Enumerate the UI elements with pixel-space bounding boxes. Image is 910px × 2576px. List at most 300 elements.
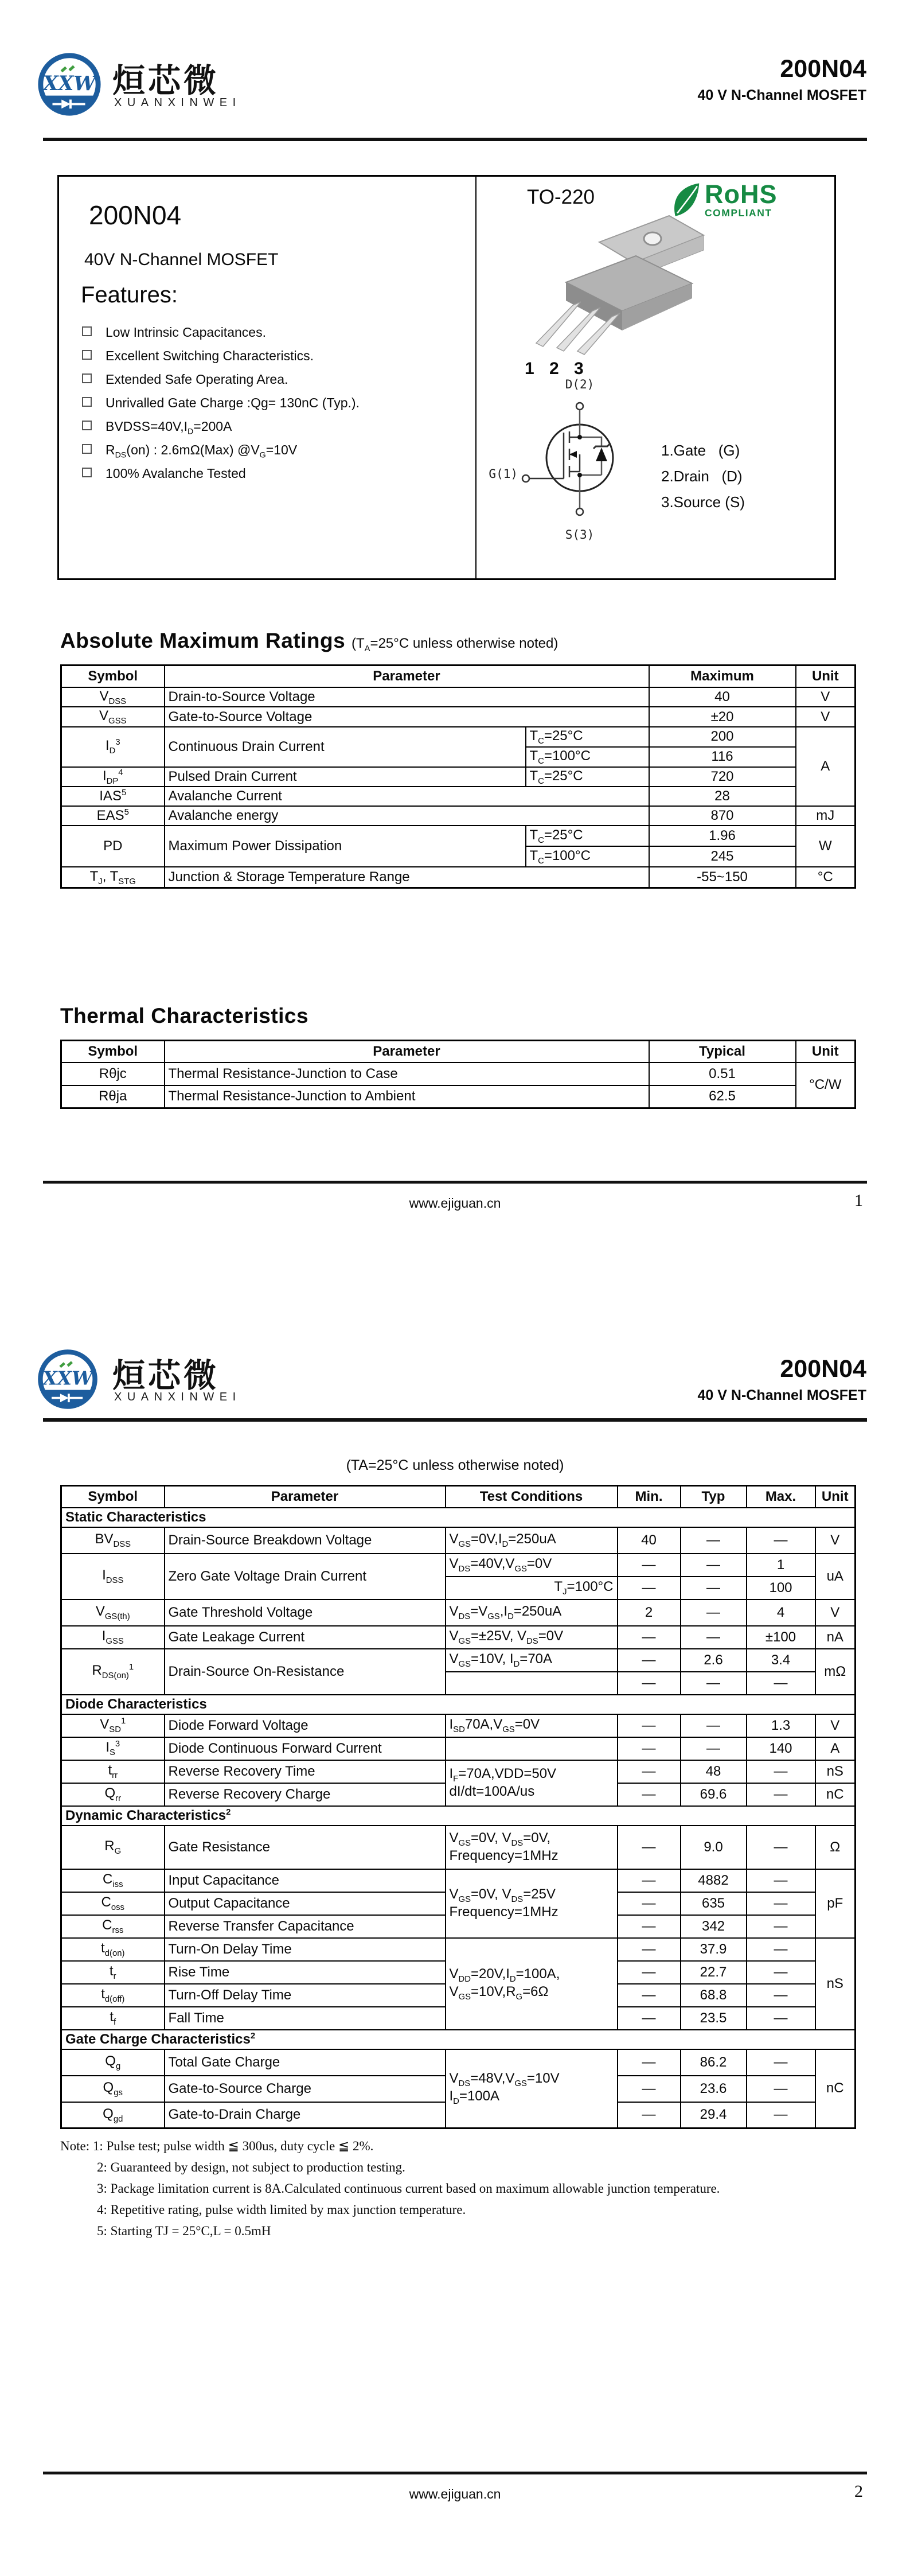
table-row — [61, 1063, 856, 1085]
feature-text: $BVDSS=40V,I_D=200A$ — [106, 419, 232, 437]
section-row — [61, 1806, 856, 1826]
table-cell: $V_{GS}=0V,I_D=250uA$ — [446, 1527, 618, 1554]
col-header: Parameter — [165, 1486, 446, 1508]
table-cell: — — [618, 1737, 681, 1760]
table-cell: — — [618, 2102, 681, 2128]
col-header: Parameter — [165, 1041, 649, 1063]
table-cell: — — [618, 1760, 681, 1783]
section-row — [61, 2030, 856, 2049]
table-row — [61, 767, 856, 787]
table-cell: 1.96 — [649, 826, 796, 846]
table-cell: V — [796, 707, 856, 727]
note-line: 2: Guaranteed by design, not subject to production testing. — [97, 2160, 405, 2174]
table-cell: — — [681, 1600, 747, 1626]
package-name: TO-220 — [527, 186, 595, 208]
table-cell: Gate-to-Source Charge — [165, 2076, 446, 2102]
table-cell: 1.3 — [747, 1714, 815, 1737]
table-cell: 29.4 — [681, 2102, 747, 2128]
col-header: Typ — [681, 1486, 747, 1508]
note-line: Note: 1: Pulse test; pulse width ≦ 300us, duty cycle ≦ 2%. — [60, 2139, 374, 2153]
table-cell: $t_r$ — [61, 1961, 165, 1984]
col-header: Typical — [649, 1041, 796, 1063]
table-cell: Rθja — [61, 1085, 165, 1108]
header-part-number: 200N04 — [780, 1355, 866, 1383]
table-cell: — — [681, 1577, 747, 1600]
brand-name-en: XUANXINWEI — [114, 1391, 241, 1403]
table-cell: — — [681, 1527, 747, 1554]
feature-text: Low Intrinsic Capacitances. — [106, 325, 266, 340]
table-cell: — — [747, 1984, 815, 2007]
table-cell: mJ — [796, 806, 856, 826]
notes — [60, 2139, 720, 2245]
table-cell: 1 — [747, 1554, 815, 1577]
table-header-row — [61, 666, 856, 687]
symbol-source-label: S(3) — [565, 528, 595, 542]
table-cell: V — [815, 1600, 856, 1626]
table-cell: Drain-Source Breakdown Voltage — [165, 1527, 446, 1554]
footer-site-url: www.ejiguan.cn — [409, 2486, 501, 2501]
table-cell: Gate Resistance — [165, 1826, 446, 1869]
table-cell: $C_{oss}$ — [61, 1892, 165, 1915]
feature-item — [81, 442, 360, 466]
table-cell: $V_{GS(th)}$ — [61, 1600, 165, 1626]
table-cell: — — [618, 1915, 681, 1938]
table-cell: $R_{DS(on)}^1$ — [61, 1649, 165, 1695]
table-cell: 22.7 — [681, 1961, 747, 1984]
table-cell: $V_{GSS}$ — [61, 707, 165, 727]
table-cell: $T_C=25^\circ C$ — [526, 767, 649, 787]
table-row — [61, 1826, 856, 1869]
table-cell: $Q_{gd}$ — [61, 2102, 165, 2128]
table-cell: 720 — [649, 767, 796, 787]
table-cell: $T_J$, $T_{STG}$ — [61, 867, 165, 888]
table-cell: Thermal Resistance-Junction to Case — [165, 1063, 649, 1085]
table-cell: 40 — [649, 687, 796, 707]
symbol-drain-label: D(2) — [565, 378, 595, 391]
table-cell: 116 — [649, 747, 796, 767]
table-row — [61, 1527, 856, 1554]
table-cell: — — [681, 1672, 747, 1695]
section-row — [61, 1695, 856, 1714]
table-cell: 2.6 — [681, 1649, 747, 1672]
col-header: Max. — [747, 1486, 815, 1508]
datasheet-page-2 — [0, 1320, 910, 2576]
table-cell: 23.6 — [681, 2076, 747, 2102]
table-cell: 40 — [618, 1527, 681, 1554]
table-cell: Ω — [815, 1826, 856, 1869]
table-cell — [446, 1672, 618, 1695]
table-cell: Reverse Recovery Time — [165, 1760, 446, 1783]
table-cell: Drain-Source On-Resistance — [165, 1649, 446, 1695]
footer-rule — [43, 1181, 867, 1184]
table-cell: — — [681, 1554, 747, 1577]
table-cell: EAS$^5$ — [61, 806, 165, 826]
checkbox-icon — [82, 444, 92, 454]
thermal-title: Thermal Characteristics — [60, 1004, 309, 1028]
note-line: 3: Package limitation current is 8A.Calculated continuous current based on maximum allowable junction temperature. — [97, 2181, 720, 2196]
header-rule — [43, 138, 867, 141]
table-cell: — — [747, 1760, 815, 1783]
symbol-gate-label: G(1) — [489, 467, 518, 481]
feature-item — [81, 419, 360, 442]
product-description: 40V N-Channel MOSFET — [84, 250, 279, 269]
table-cell: — — [747, 1869, 815, 1892]
table-cell: Total Gate Charge — [165, 2049, 446, 2076]
section-title: Dynamic Characteristics$^2$ — [61, 1806, 856, 1826]
table-cell: Junction & Storage Temperature Range — [165, 867, 649, 888]
table-cell: — — [618, 1984, 681, 2007]
table-cell: 0.51 — [649, 1063, 796, 1085]
col-header: Symbol — [61, 1486, 165, 1508]
thermal-heading — [60, 1004, 308, 1028]
section-title: Static Characteristics — [61, 1508, 856, 1527]
table-cell: — — [618, 1892, 681, 1915]
table-cell: 23.5 — [681, 2007, 747, 2030]
checkbox-icon — [82, 468, 92, 477]
col-header: Test Conditions — [446, 1486, 618, 1508]
table-cell: 68.8 — [681, 1984, 747, 2007]
brand-name-cn: 烜芯微 — [112, 63, 219, 99]
table-cell: — — [747, 2102, 815, 2128]
table-row — [61, 1869, 856, 1892]
table-cell: 69.6 — [681, 1783, 747, 1806]
abs-max-table — [60, 664, 856, 889]
table-cell: 3.4 — [747, 1649, 815, 1672]
table-row — [61, 1737, 856, 1760]
table-cell: $C_{iss}$ — [61, 1869, 165, 1892]
thermal-table — [60, 1040, 856, 1109]
table-cell: $I_D^3$ — [61, 727, 165, 767]
table-cell: — — [747, 1915, 815, 1938]
footer-site-url: www.ejiguan.cn — [409, 1196, 501, 1211]
mosfet-symbol — [517, 394, 643, 528]
table-cell: 2 — [618, 1600, 681, 1626]
table-cell: $T_C=25^\circ C$ — [526, 727, 649, 747]
table-cell: Maximum Power Dissipation — [165, 826, 526, 867]
table-cell: °C — [796, 867, 856, 888]
table-cell: — — [618, 1649, 681, 1672]
rohs-label: RoHS — [705, 180, 778, 209]
table-cell: $Q_g$ — [61, 2049, 165, 2076]
table-cell: — — [618, 1961, 681, 1984]
col-header: Min. — [618, 1486, 681, 1508]
table-row — [61, 1554, 856, 1577]
table-cell: nC — [815, 2049, 856, 2128]
table-cell: 342 — [681, 1915, 747, 1938]
table-cell: — — [618, 1938, 681, 1961]
table-cell: $T_C=25^\circ C$ — [526, 826, 649, 846]
table-cell: — — [747, 2049, 815, 2076]
table-cell: — — [618, 1826, 681, 1869]
table-cell: 635 — [681, 1892, 747, 1915]
table-cell: — — [747, 2076, 815, 2102]
table-row — [61, 1600, 856, 1626]
table-cell: nA — [815, 1626, 856, 1649]
table-cell: — — [681, 1714, 747, 1737]
table-cell: A — [815, 1737, 856, 1760]
note-line: 4: Repetitive rating, pulse width limited by max junction temperature. — [97, 2203, 466, 2217]
table-cell: A — [796, 727, 856, 806]
feature-item — [81, 325, 360, 348]
table-cell: Pulsed Drain Current — [165, 767, 526, 787]
table-cell: 48 — [681, 1760, 747, 1783]
col-header: Parameter — [165, 666, 649, 687]
checkbox-icon — [82, 373, 92, 383]
table-header-row — [61, 1486, 856, 1508]
table-row — [61, 1938, 856, 1961]
table-cell: uA — [815, 1554, 856, 1600]
table-cell: $t_{rr}$ — [61, 1760, 165, 1783]
table-cell: — — [747, 1892, 815, 1915]
table-cell: $t_f$ — [61, 2007, 165, 2030]
header-rule — [43, 1418, 867, 1422]
table-row — [61, 1714, 856, 1737]
table-cell: °C/W — [796, 1063, 856, 1108]
table-cell: — — [747, 1527, 815, 1554]
feature-text: Excellent Switching Characteristics. — [106, 348, 314, 363]
table-cell: 200 — [649, 727, 796, 747]
table-row — [61, 1649, 856, 1672]
table-cell: $V_{DSS}$ — [61, 687, 165, 707]
brand-logo-icon — [36, 50, 103, 118]
table-cell: Gate Threshold Voltage — [165, 1600, 446, 1626]
table-cell: $V_{GS}=\pm 25V$, $V_{DS}=0V$ — [446, 1626, 618, 1649]
brand-logo-icon — [36, 1347, 100, 1411]
table-row — [61, 727, 856, 747]
table-cell: — — [618, 2076, 681, 2102]
table-cell: Zero Gate Voltage Drain Current — [165, 1554, 446, 1600]
table-cell: — — [618, 2049, 681, 2076]
page-number: 2 — [854, 2482, 863, 2501]
table-cell: $I_{DSS}$ — [61, 1554, 165, 1600]
table-cell: 4 — [747, 1600, 815, 1626]
table-cell: Gate Leakage Current — [165, 1626, 446, 1649]
table-cell: 245 — [649, 846, 796, 867]
table-cell: — — [681, 1737, 747, 1760]
table-cell: Reverse Recovery Charge — [165, 1783, 446, 1806]
table-cell: — — [618, 1554, 681, 1577]
conditions-note: (TA=25°C unless otherwise noted) — [346, 1457, 564, 1473]
table-cell: V — [815, 1527, 856, 1554]
table-cell: $V_{GS}=0V$, $V_{DS}=0V$, Frequency=1MHz — [446, 1826, 618, 1869]
feature-text: $R_{DS}(on)$ : 2.6mΩ(Max) $@V_G=10V$ — [106, 442, 298, 460]
table-cell: Turn-Off Delay Time — [165, 1984, 446, 2007]
checkbox-icon — [82, 421, 92, 430]
table-cell: Gate-to-Drain Charge — [165, 2102, 446, 2128]
note-line: 5: Starting TJ = 25°C,L = 0.5mH — [97, 2224, 271, 2238]
col-header: Unit — [796, 1041, 856, 1063]
abs-max-heading — [60, 629, 558, 653]
abs-max-note: ($T_A=25^\circ C$ unless otherwise noted) — [351, 636, 559, 653]
table-cell: Rθjc — [61, 1063, 165, 1085]
condition-line: dI/dt=100A/us — [449, 1783, 535, 1799]
table-cell: Continuous Drain Current — [165, 727, 526, 767]
table-cell: Drain-to-Source Voltage — [165, 687, 649, 707]
table-cell: $C_{rss}$ — [61, 1915, 165, 1938]
table-row — [61, 687, 856, 707]
table-cell: $T_C=100^\circ C$ — [526, 846, 649, 867]
table-row — [61, 1760, 856, 1783]
table-cell: Thermal Resistance-Junction to Ambient — [165, 1085, 649, 1108]
pin-legend — [661, 442, 745, 519]
table-cell: 86.2 — [681, 2049, 747, 2076]
feature-item — [81, 395, 360, 419]
table-cell: Input Capacitance — [165, 1869, 446, 1892]
table-cell: — — [747, 1826, 815, 1869]
table-cell: $t_{d(off)}$ — [61, 1984, 165, 2007]
table-cell: $V_{SD}^1$ — [61, 1714, 165, 1737]
table-cell: $T_C=100^\circ C$ — [526, 747, 649, 767]
table-row — [61, 707, 856, 727]
table-cell: — — [747, 1672, 815, 1695]
electrical-characteristics-table — [60, 1485, 856, 2129]
table-row — [61, 787, 856, 806]
product-part-number: 200N04 — [89, 200, 182, 230]
table-cell: — — [681, 1626, 747, 1649]
table-cell — [446, 1760, 618, 1806]
table-cell: $I_{SD}70A,V_{GS}=0V$ — [446, 1714, 618, 1737]
product-overview-box — [57, 175, 836, 580]
table-cell: Diode Continuous Forward Current — [165, 1737, 446, 1760]
table-cell: $Q_{gs}$ — [61, 2076, 165, 2102]
table-cell: Rise Time — [165, 1961, 446, 1984]
table-cell: nC — [815, 1783, 856, 1806]
table-cell: — — [618, 1672, 681, 1695]
section-title: Diode Characteristics — [61, 1695, 856, 1714]
brand-name-cn: 烜芯微 — [112, 1357, 219, 1394]
table-cell: nS — [815, 1760, 856, 1783]
table-cell: — — [747, 2007, 815, 2030]
table-cell: $T_J=100^\circ C$ — [446, 1577, 618, 1600]
package-image — [513, 209, 725, 360]
col-header: Unit — [796, 666, 856, 687]
table-cell: $V_{DS}=V_{GS},I_D=250uA$ — [446, 1600, 618, 1626]
condition-line: $I_F=70A,VDD=50V$ — [449, 1766, 557, 1784]
table-cell: Turn-On Delay Time — [165, 1938, 446, 1961]
table-cell: 100 — [747, 1577, 815, 1600]
table-cell: IAS$^5$ — [61, 787, 165, 806]
brand-icon-letters: XXW — [42, 1367, 93, 1390]
table-cell: 870 — [649, 806, 796, 826]
table-cell: Avalanche Current — [165, 787, 649, 806]
table-cell: 140 — [747, 1737, 815, 1760]
table-cell: 9.0 — [681, 1826, 747, 1869]
brand-icon-letters: XXW — [42, 72, 96, 95]
table-cell: $I_S^3$ — [61, 1737, 165, 1760]
table-cell — [446, 1737, 618, 1760]
table-cell: 4882 — [681, 1869, 747, 1892]
table-cell: ±100 — [747, 1626, 815, 1649]
table-row — [61, 1085, 856, 1108]
table-cell: V — [815, 1714, 856, 1737]
table-cell: pF — [815, 1869, 856, 1938]
table-cell: Gate-to-Source Voltage — [165, 707, 649, 727]
pin-legend-item: 2.Drain (D) — [661, 468, 743, 485]
table-row — [61, 867, 856, 888]
table-cell: nS — [815, 1938, 856, 2030]
checkbox-icon — [82, 397, 92, 407]
table-cell: — — [747, 1783, 815, 1806]
table-cell: ±20 — [649, 707, 796, 727]
package-column — [477, 177, 838, 578]
table-cell: Reverse Transfer Capacitance — [165, 1915, 446, 1938]
table-cell: $V_{GS}=10V$, $I_D=70A$ — [446, 1649, 618, 1672]
col-header: Symbol — [61, 1041, 165, 1063]
table-row — [61, 806, 856, 826]
col-header: Unit — [815, 1486, 856, 1508]
table-cell: — — [618, 1783, 681, 1806]
table-cell: $V_{DS}=48V,V_{GS}=10V$ $I_D=100A$ — [446, 2049, 618, 2128]
table-cell: W — [796, 826, 856, 867]
table-cell: PD — [61, 826, 165, 867]
table-row — [61, 826, 856, 846]
feature-item — [81, 348, 360, 372]
table-cell: $R_G$ — [61, 1826, 165, 1869]
table-cell: V — [796, 687, 856, 707]
feature-text: 100% Avalanche Tested — [106, 466, 246, 481]
pin-legend-item: 3.Source (S) — [661, 493, 745, 511]
table-cell: — — [618, 1869, 681, 1892]
features-heading: Features: — [81, 282, 178, 308]
feature-item — [81, 372, 360, 395]
table-row — [61, 1626, 856, 1649]
table-cell: 37.9 — [681, 1938, 747, 1961]
table-cell: $V_{GS}=0V$, $V_{DS}=25V$ Frequency=1MHz — [446, 1869, 618, 1938]
table-cell: $V_{DS}=40V,V_{GS}=0V$ — [446, 1554, 618, 1577]
section-row — [61, 1508, 856, 1527]
table-cell: $I_{DP}^4$ — [61, 767, 165, 787]
table-cell: 62.5 — [649, 1085, 796, 1108]
table-cell: — — [618, 1714, 681, 1737]
table-cell: — — [747, 1961, 815, 1984]
pin-numbers: 1 2 3 — [525, 359, 589, 378]
table-cell: mΩ — [815, 1649, 856, 1695]
feature-item — [81, 466, 360, 489]
pin-legend-item: 1.Gate (G) — [661, 442, 740, 459]
table-cell: $V_{DD}=20V,I_D=100A$, $V_{GS}=10V,R_G=6\Omega$ — [446, 1938, 618, 2030]
table-cell: $I_{GSS}$ — [61, 1626, 165, 1649]
section-title: Gate Charge Characteristics$^2$ — [61, 2030, 856, 2049]
table-cell: — — [747, 1938, 815, 1961]
abs-max-title: Absolute Maximum Ratings — [60, 629, 346, 652]
table-cell: $t_{d(on)}$ — [61, 1938, 165, 1961]
page-number: 1 — [854, 1191, 863, 1210]
checkbox-icon — [82, 326, 92, 336]
col-header: Maximum — [649, 666, 796, 687]
header-part-number: 200N04 — [780, 55, 866, 83]
table-cell: Diode Forward Voltage — [165, 1714, 446, 1737]
header-part-subtitle: 40 V N-Channel MOSFET — [697, 87, 866, 103]
brand-name-en: XUANXINWEI — [114, 96, 241, 109]
rohs-compliant-label: COMPLIANT — [705, 207, 772, 219]
table-cell: $Q_{rr}$ — [61, 1783, 165, 1806]
feature-text: Extended Safe Operating Area. — [106, 372, 288, 387]
feature-text: Unrivalled Gate Charge :Qg= 130nC (Typ.). — [106, 395, 360, 410]
table-cell: $BV_{DSS}$ — [61, 1527, 165, 1554]
checkbox-icon — [82, 350, 92, 360]
table-cell: Output Capacitance — [165, 1892, 446, 1915]
table-cell: — — [618, 2007, 681, 2030]
header-part-subtitle: 40 V N-Channel MOSFET — [697, 1387, 866, 1403]
table-cell: Fall Time — [165, 2007, 446, 2030]
table-cell: Avalanche energy — [165, 806, 649, 826]
table-header-row — [61, 1041, 856, 1063]
features-list — [81, 325, 360, 489]
table-cell: -55~150 — [649, 867, 796, 888]
footer-rule — [43, 2472, 867, 2474]
col-header: Symbol — [61, 666, 165, 687]
table-cell: — — [618, 1577, 681, 1600]
